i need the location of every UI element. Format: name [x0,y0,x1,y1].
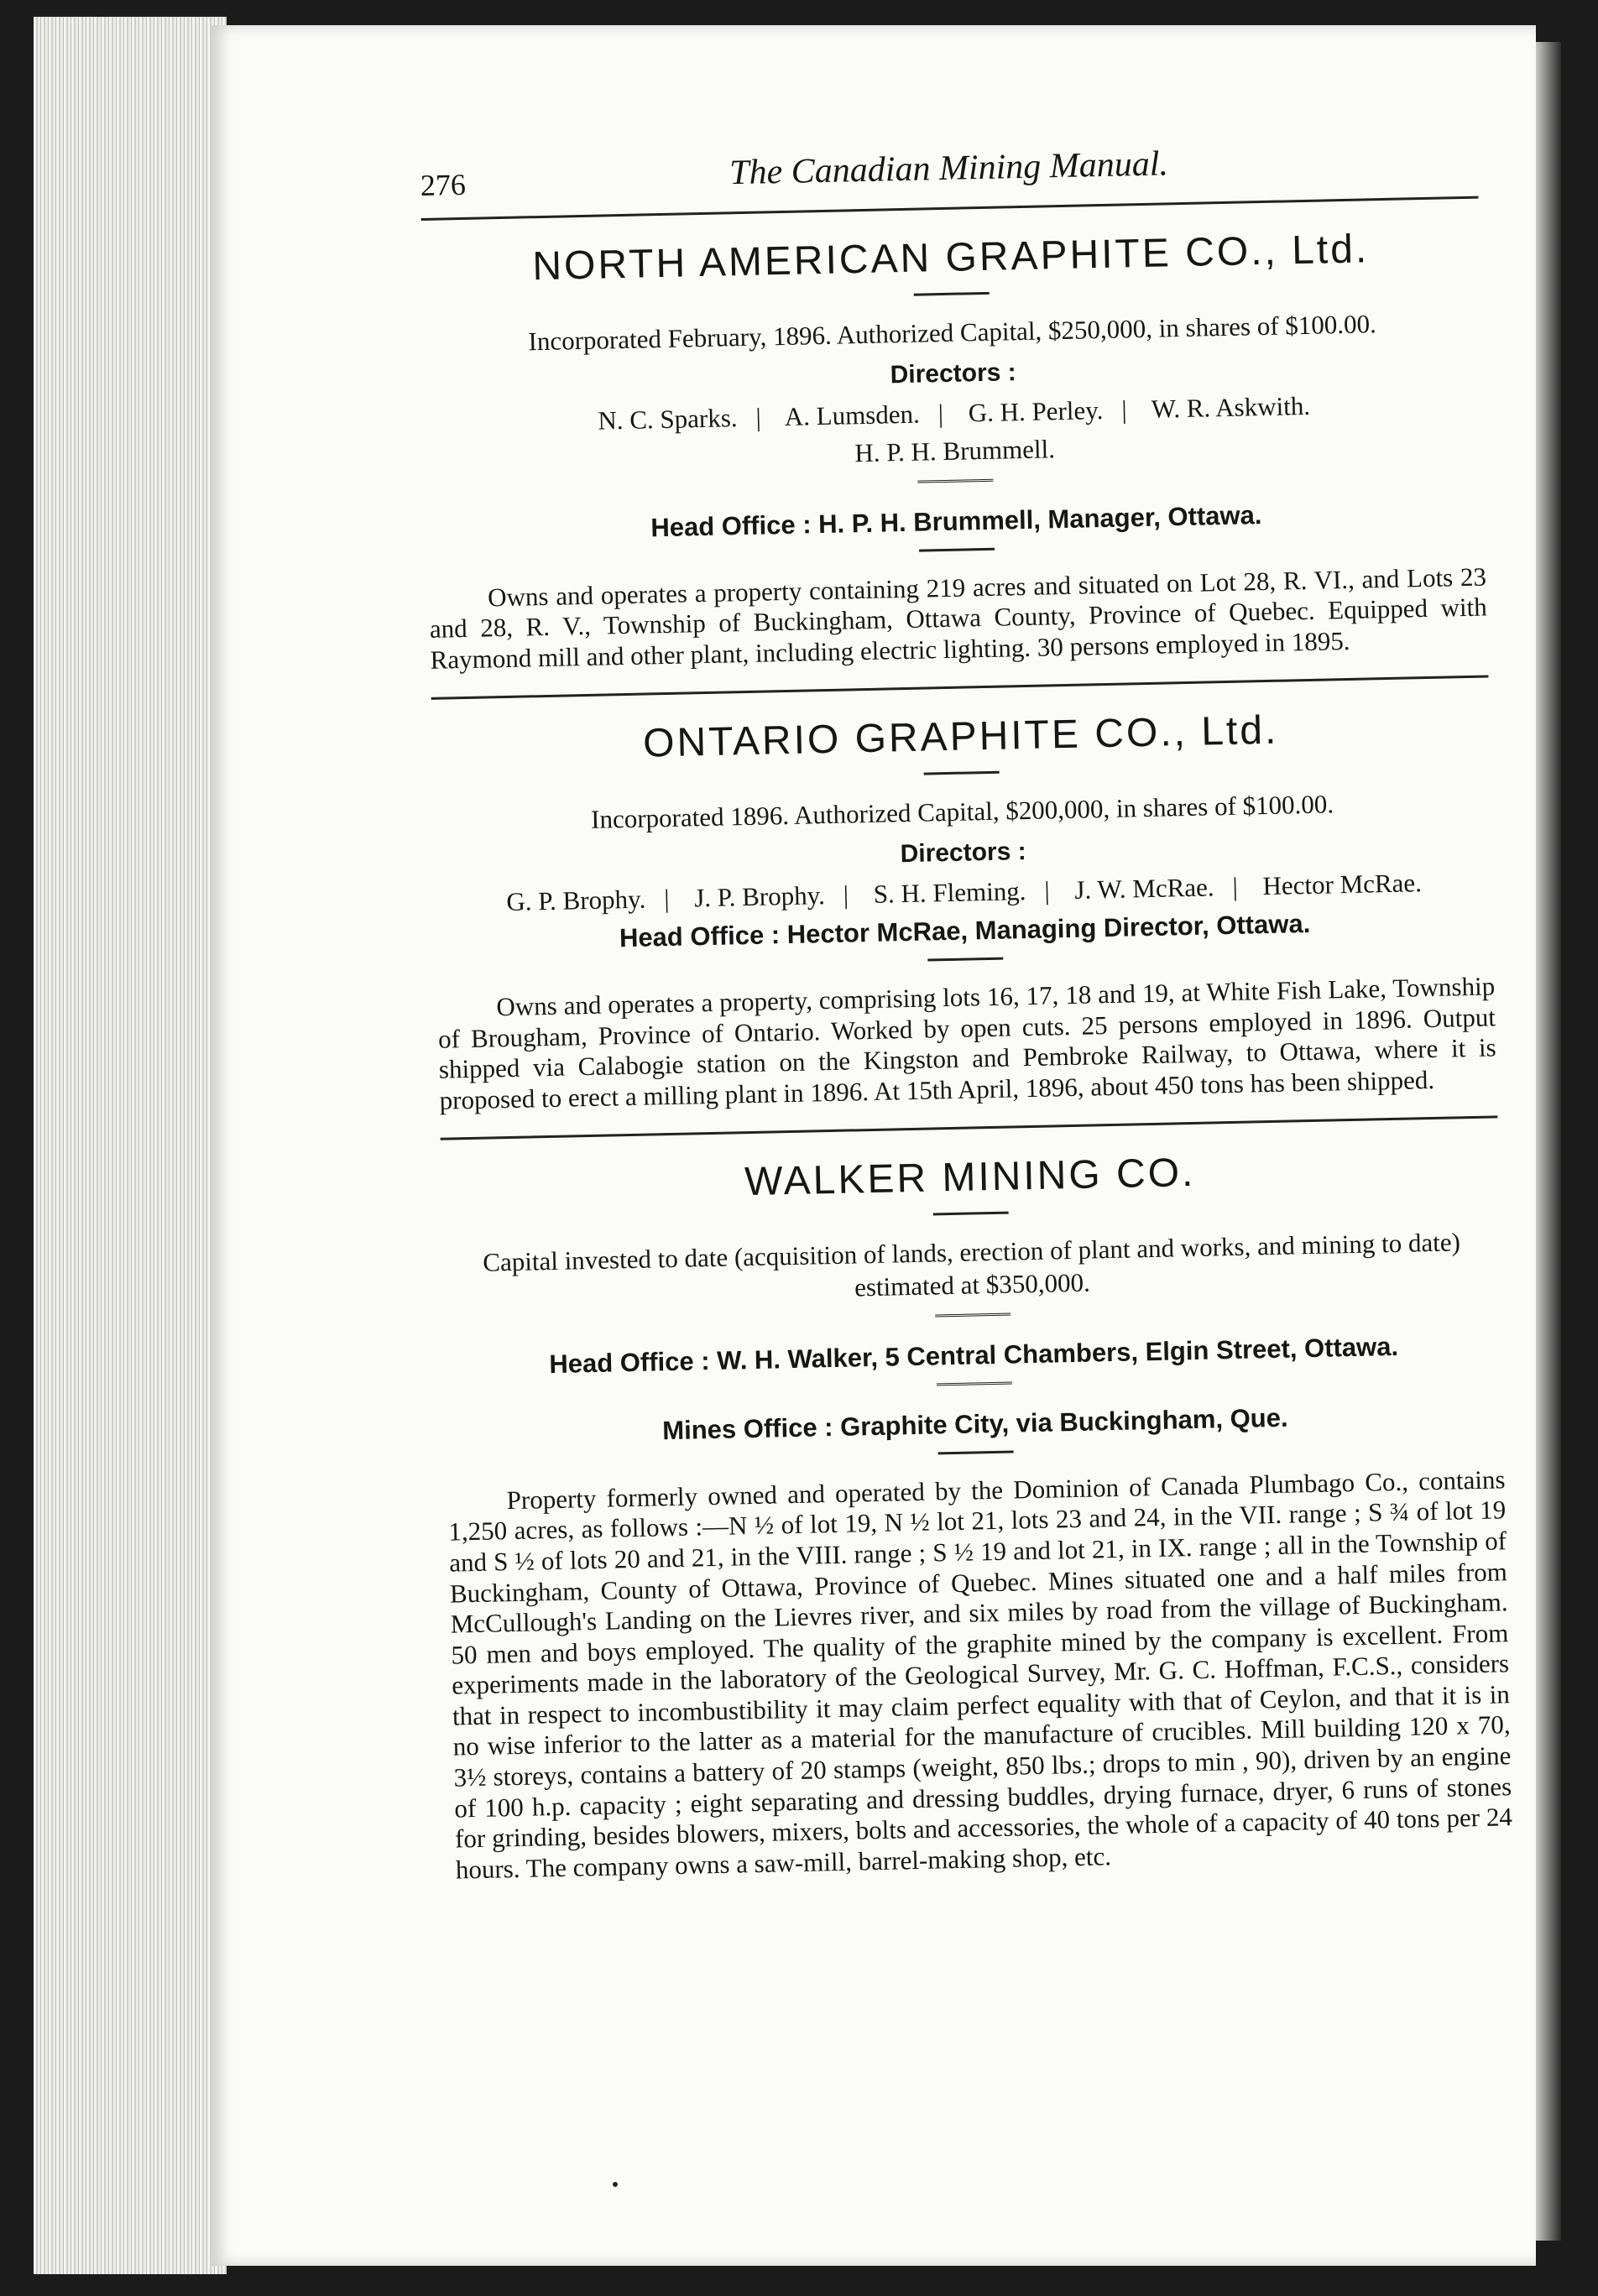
head-office [445,1329,1502,1381]
page-number: 276 [420,167,467,202]
directors-list: G. P. Brophy. | J. P. Brophy. | S. H. Fleming. | J. W. McRae. | Hector McRae. [506,868,1423,917]
short-rule [924,771,1000,775]
director-name: S. H. Fleming. [873,876,1026,909]
company-name: NORTH AMERICAN GRAPHITE CO., Ltd. [531,227,1370,290]
head-office-label: Head Office : [650,509,812,542]
mines-office-value: Graphite City, via Buckingham, Que. [839,1402,1288,1442]
director-name: G. P. Brophy. [506,884,646,917]
company-name: WALKER MINING CO. [744,1151,1196,1205]
directors-label: Directors : [900,838,1026,869]
short-rule [917,478,993,485]
company-entry-walker [441,1116,1513,1886]
director-name: A. Lumsden. [784,399,921,431]
head-office-label: Head Office : [619,920,781,953]
director-name: G. H. Perley. [968,394,1104,428]
short-rule [914,292,990,296]
short-rule [937,1381,1012,1388]
director-name: Hector McRae. [1262,868,1423,901]
director-name: J. W. McRae. [1074,872,1214,905]
directors-list: N. C. Sparks. | A. Lumsden. | G. H. Perley. | W. R. Askwith. [597,390,1311,436]
page-content [420,129,1513,1886]
short-rule [927,958,1003,962]
short-rule [933,1212,1009,1216]
head-office-value: W. H. Walker, 5 Central Chambers, Elgin Street, Ottawa. [716,1331,1399,1375]
director-name: J. P. Brophy. [693,880,826,913]
short-rule [919,547,995,551]
book-page-edges [34,17,227,2274]
ink-speck [613,2182,618,2187]
company-description: Property formerly owned and operated by the Dominion of Canada Plumbago Co., contains 1,250 acres, as follows :—N ½ of lot 19, N ½ lot 21, lots 23 and 24, in the VII. range ; S ¾ of lot 19 and S ½ of lots 20 and 21, in the VIII. range ; S ½ 19 and lot 21, in IX. range ; all in the Township of Buckingham, County of Ottawa, Province of Quebec. Mines situated one and a half miles from McCullough's Landing on the Lievres river, and six miles by road from the village of Buckingham. 50 men and boys employed. The quality of the graphite mined by the company is excellent. From experiments made in the laboratory of the Geological Survey, Mr. G. C. Hoffman, F.C.S., considers that in respect to incombustibility it may claim perfect equality with that of Ceylon, and that it is in no wise inferior to the latter as a material for the manufacture of crucibles. Mill building 120 x 70, 3½ storeys, contains a battery of 20 stamps (weight, 850 lbs.; drops to min , 90), driven by an engine of 100 h.p. capacity ; eight separating and dressing buddles, drying furnace, dryer, 6 runs of stones for grinding, besides blowers, mixers, bolts and accessories, the whole of a capacity of 40 tons per 24 hours. The company owns a saw-mill, barrel-making shop, etc. [448,1464,1513,1885]
company-entry-ontario [431,676,1497,1116]
capital-line: Capital invested to date (acquisition of lands, erection of plant and works, and mining to date) estimated at $350,000. [482,1227,1461,1302]
company-description: Owns and operates a property containing 219 acres and situated on Lot 28, R. VI., and Lots 23 and 28, R. V., Township of Buckingham, Ottawa County, Province of Quebec. Equipped with Raymond mill and other plant, including electric lighting. 30 persons employed in 1895. [429,561,1488,675]
incorporation-line: Incorporated February, 1896. Authorized Capital, $250,000, in shares of $100.00. [528,309,1377,357]
director-extra: H. P. H. Brummell. [854,433,1056,467]
head-office-value: H. P. H. Brummell, Manager, Ottawa. [817,499,1262,539]
company-name: ONTARIO GRAPHITE CO., Ltd. [642,707,1279,766]
head-office [427,495,1485,547]
director-name: W. R. Askwith. [1151,390,1311,424]
director-name: N. C. Sparks. [597,402,738,436]
mines-office-label: Mines Office : [661,1412,833,1446]
company-description: Owns and operates a property, comprising lots 16, 17, 18 and 19, at White Fish Lake, Township of Brougham, Province of Ontario. Worked by open cuts. 25 persons employed in 1896. Output shipped via Calabogie station on the Kingston and Pembroke Railway, to Ottawa, where it is proposed to erect a milling plant in 1896. At 15th April, 1896, about 450 tons has been shipped. [437,971,1497,1115]
short-rule [938,1450,1014,1454]
incorporation-line: Incorporated 1896. Authorized Capital, $200,000, in shares of $100.00. [590,789,1334,835]
directors-label: Directors : [890,357,1017,389]
short-rule [935,1312,1010,1319]
mines-office [446,1398,1504,1450]
company-entry-north-american [421,224,1487,676]
head-office-value: Hector McRae, Managing Director, Ottawa. [786,908,1311,950]
head-office-label: Head Office : [549,1345,710,1379]
journal-title: The Canadian Mining Manual. [728,144,1169,193]
